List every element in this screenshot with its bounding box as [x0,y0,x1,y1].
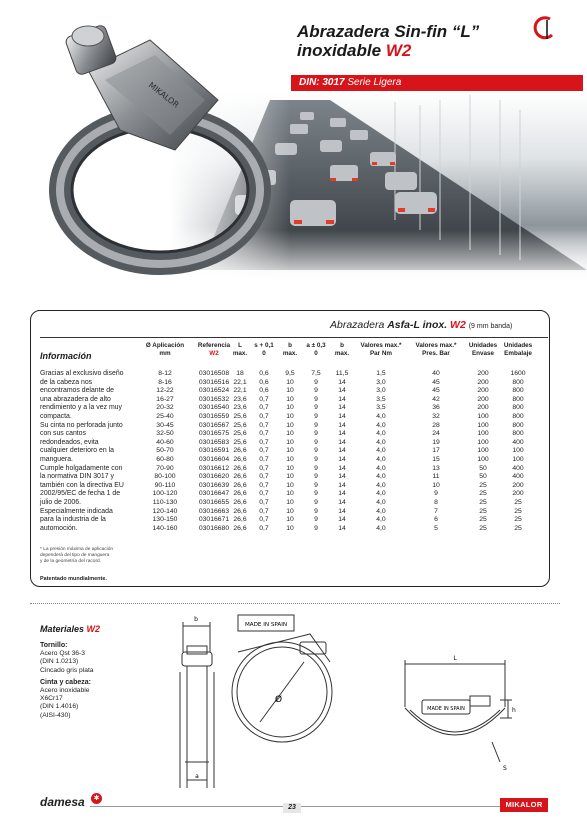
table-cell: 42 [432,395,440,403]
svg-text:MIKALOR: MIKALOR [146,80,181,110]
technical-drawings [160,612,560,794]
table-cell: 03016591 [198,447,230,455]
table-cell: 26,6 [233,507,247,515]
info-text-line: automoción. [40,524,78,532]
table-cell: 10 [286,507,294,515]
table-cell: 9 [314,524,318,532]
patent-note: Patentado mundialmente. [40,576,107,582]
table-cell: 03016612 [198,464,230,472]
brand-mark-icon [533,15,555,41]
table-cell: 11 [432,473,440,481]
info-text-line: Cumple holgadamente con [40,464,123,472]
table-cell: 9,5 [285,370,295,377]
table-cell: 60-80 [156,455,174,463]
table-cell: 9 [314,481,318,489]
table-cell: 14 [338,507,346,515]
table-cell: 9 [314,438,318,446]
page-number: 23 [283,803,301,813]
table-cell: 9 [314,447,318,455]
table-cell: 100 [477,421,489,429]
table-cell: 200 [477,404,489,412]
table-cell: 4,0 [376,412,386,420]
info-text-line: cualquier deterioro en la [40,447,114,455]
table-cell: 26,6 [233,498,247,506]
table-cell: 26,6 [233,473,247,481]
table-cell: 10 [286,524,294,532]
table-cell: 100 [512,455,524,463]
table-cell: 8-12 [158,370,172,377]
table-cell: 0,7 [259,490,269,498]
table-cell: 25,6 [233,430,247,438]
table-cell: 14 [338,481,346,489]
table-cell: 03016647 [198,490,230,498]
table-cell: 50-70 [156,447,174,455]
table-cell: 3,5 [376,404,386,412]
table-cell: 4,0 [376,490,386,498]
table-cell: 14 [338,430,346,438]
table-column [252,370,276,533]
table-cell: 0,7 [259,498,269,506]
table-cell: 6 [434,516,438,524]
table-cell: 03016655 [198,498,230,506]
din-banner: DIN: 3017 Serie Ligera [291,75,583,91]
table-cell: 9 [314,404,318,412]
table-cell: 10 [286,473,294,481]
table-cell: 9 [314,378,318,386]
table-cell: 4,0 [376,464,386,472]
info-text-line: con sus cantos [40,430,86,438]
table-cell: 200 [477,387,489,395]
footnote-line: dependerá del tipo de manguera [40,552,110,558]
table-cell: 4,0 [376,498,386,506]
table-cell: 10 [286,378,294,386]
table-cell: 4,0 [376,455,386,463]
table-cell: 25 [514,498,522,506]
table-cell: 0,7 [259,516,269,524]
table-cell: 0,7 [259,473,269,481]
screw-heading: Tornillo: [40,642,68,649]
table-cell: 0,7 [259,438,269,446]
table-cell: 25 [514,507,522,515]
band-heading: Cinta y cabeza: [40,678,91,686]
title-line-2: inoxidable W2 [297,41,412,60]
table-cell: 03016639 [198,481,230,489]
table-cell: 4,0 [376,421,386,429]
table-cell: 10 [286,438,294,446]
table-cell: 400 [512,464,524,472]
table-cell: 14 [338,421,346,429]
footer-brand: damesa [40,795,85,809]
table-cell: 03016620 [198,473,230,481]
screw-line: (DIN 1.0213) [40,658,79,666]
table-cell: 9 [434,490,438,498]
section-separator [30,603,560,604]
table-cell: 23,6 [233,404,247,412]
table-cell: 10 [286,404,294,412]
table-cell: 3,5 [376,395,386,403]
table-cell: 26,6 [233,516,247,524]
info-text-line: redondeados, evita [40,438,99,446]
table-cell: 32-50 [156,430,174,438]
table-cell: 140-160 [152,524,178,532]
table-cell: 40-60 [156,438,174,446]
table-cell: 15 [432,455,440,463]
clamp-photo [60,24,260,264]
table-cell: 9 [314,455,318,463]
info-text-line: Su cinta no perforada junto [40,421,123,429]
table-header-cell: Unidades Envase [468,342,498,357]
info-text-line: Especialmente indicada [40,507,113,515]
table-cell: 100 [512,447,524,455]
table-cell: 10 [286,412,294,420]
table-cell: 12-22 [156,387,174,395]
table-cell: 25,6 [233,421,247,429]
table-cell: 1600 [510,370,526,377]
table-cell: 03016559 [198,412,230,420]
table-cell: 03016604 [198,455,230,463]
table-cell: 45 [432,378,440,386]
table-cell: 14 [338,447,346,455]
table-cell: 36 [432,404,440,412]
table-cell: 03016671 [198,516,230,524]
table-cell: 25 [479,498,487,506]
title-code: W2 [385,41,412,60]
info-text-line: 2002/95/EC de fecha 1 de [40,490,121,498]
table-cell: 26,6 [233,481,247,489]
label-diameter: Ø [275,695,283,705]
table-cell: 0,6 [259,387,269,395]
table-cell: 4,0 [376,430,386,438]
table-cell: 4,0 [376,447,386,455]
table-cell: 11,5 [335,370,349,377]
info-text-line: la normativa DIN 3017 y [40,473,114,481]
table-header-cell: L max. [232,342,248,357]
table-cell: 100 [477,412,489,420]
table-cell: 8-16 [158,378,172,386]
table-header-cell: Referencia W2 [197,342,231,357]
info-text-line: Gracias al exclusivo diseño [40,370,124,377]
title-line-1: Abrazadera Sin-fin “L” [297,22,480,41]
info-text-line: julio de 2006. [40,498,81,506]
table-cell: 50 [479,464,487,472]
label-s: S [503,765,507,772]
table-cell: 32 [432,412,440,420]
table-cell: 100 [477,430,489,438]
table-cell: 25 [479,481,487,489]
band-line: (DIN 1.4016) [40,703,79,711]
info-text [40,370,144,533]
table-cell: 20-32 [156,404,174,412]
table-cell: 26,6 [233,455,247,463]
table-cell: 14 [338,490,346,498]
label-h: h [512,707,516,714]
table-cell: 40 [432,370,440,377]
table-cell: 3,0 [376,378,386,386]
table-cell: 70-90 [156,464,174,472]
table-cell: 0,6 [259,370,269,377]
table-cell: 17 [432,447,440,455]
band-line: X6Cr17 [40,695,63,703]
table-cell: 10 [286,395,294,403]
table-cell: 0,7 [259,395,269,403]
table-cell: 9 [314,490,318,498]
table-cell: 03016516 [198,378,230,386]
table-cell: 10 [286,498,294,506]
table-cell: 0,7 [259,447,269,455]
table-cell: 100-120 [152,490,178,498]
table-cell: 25-40 [156,412,174,420]
materials-heading: Materiales W2 [40,624,101,634]
table-cell: 9 [314,498,318,506]
table-cell: 10 [432,481,440,489]
table-cell: 25 [479,516,487,524]
info-text-line: de la cabeza nos [40,378,93,386]
footnote-line: y de la geometría del racord. [40,558,102,564]
table-cell: 0,7 [259,481,269,489]
table-cell: 45 [432,387,440,395]
table-cell: 14 [338,473,346,481]
table-column [143,370,187,533]
table-cell: 200 [477,378,489,386]
table-cell: 0,7 [259,524,269,532]
info-text-line: compacta. [40,412,72,420]
table-cell: 03016508 [198,370,230,377]
table-cell: 200 [477,395,489,403]
table-cell: 25 [479,507,487,515]
panel-divider [40,337,548,338]
table-cell: 4,0 [376,438,386,446]
table-cell: 03016663 [198,507,230,515]
table-cell: 25 [479,490,487,498]
table-cell: 22,1 [233,387,247,395]
table-cell: 800 [512,378,524,386]
info-heading: Información [40,351,92,361]
table-cell: 800 [512,412,524,420]
table-column [331,370,353,533]
table-cell: 19 [432,438,440,446]
table-column [409,370,463,533]
table-cell: 13 [432,464,440,472]
info-text-line: para la industria de la [40,516,106,524]
table-cell: 14 [338,438,346,446]
mikalor-logo: MIKALOR [500,798,548,812]
stamp-text-2: MADE IN SPAIN [427,706,465,712]
table-cell: 100 [477,455,489,463]
table-cell: 18 [236,370,244,377]
table-cell: 4,0 [376,481,386,489]
table-column [229,370,251,533]
table-column [304,370,328,533]
table-cell: 25 [514,516,522,524]
table-cell: 9 [314,464,318,472]
table-cell: 4,0 [376,473,386,481]
table-cell: 4,0 [376,507,386,515]
table-cell: 9 [314,421,318,429]
table-cell: 400 [512,473,524,481]
table-cell: 9 [314,516,318,524]
table-cell: 1,5 [376,370,386,377]
table-cell: 14 [338,387,346,395]
table-column [465,370,501,533]
table-header-cell: b max. [334,342,350,357]
table-cell: 9 [314,395,318,403]
brand-dot-icon: ✱ [91,793,102,804]
table-header-cell: s + 0,1 0 [254,342,274,357]
table-cell: 14 [338,412,346,420]
footnote-line: * La presión máxima de aplicación [40,547,114,552]
table-cell: 800 [512,395,524,403]
table-header-cell: a ± 0,3 0 [306,342,326,357]
table-cell: 7 [434,507,438,515]
table-cell: 26,6 [233,464,247,472]
info-text-line: encontramos delante de [40,387,114,395]
table-cell: 03016540 [198,404,230,412]
table-cell: 200 [477,370,489,377]
panel-title: Abrazadera Asfa-L inox. W2 (9 mm banda) [330,319,513,331]
table-cell: 0,7 [259,455,269,463]
table-cell: 03016567 [198,421,230,429]
table-cell: 26,6 [233,490,247,498]
table-cell: 25 [479,524,487,532]
table-cell: 9 [314,473,318,481]
table-cell: 8 [434,498,438,506]
table-header-cell: Unidades Embalaje [503,342,533,357]
table-cell: 25,6 [233,438,247,446]
table-cell: 10 [286,481,294,489]
table-cell: 10 [286,455,294,463]
table-cell: 100 [477,438,489,446]
table-cell: 16-27 [156,395,174,403]
table-cell: 25,6 [233,412,247,420]
table-cell: 14 [338,524,346,532]
table-cell: 23,6 [233,395,247,403]
table-cell: 200 [512,490,524,498]
table-cell: 3,0 [376,387,386,395]
table-cell: 22,1 [233,378,247,386]
table-cell: 10 [286,421,294,429]
table-cell: 5 [434,524,438,532]
band-line: (AISI-430) [40,711,71,719]
table-cell: 14 [338,395,346,403]
table-cell: 14 [338,516,346,524]
table-cell: 120-140 [152,507,178,515]
table-cell: 7,5 [311,370,321,377]
info-text-line: también con la directiva EU [40,481,124,489]
table-cell: 26,6 [233,447,247,455]
table-cell: 50 [479,473,487,481]
info-text-line: manguera. [40,455,73,463]
stamp-text: MADE IN SPAIN [244,622,288,628]
table-cell: 200 [512,481,524,489]
table-cell: 14 [338,378,346,386]
screw-line: Acero Qst 36-3 [40,650,85,658]
table-header-cell: b max. [282,342,298,357]
info-footnote [40,547,144,564]
table-header-cell: Ø Aplicación mm [145,342,185,357]
table-cell: 800 [512,404,524,412]
label-b: b [194,616,198,623]
table-cell: 0,7 [259,464,269,472]
table-cell: 10 [286,447,294,455]
label-a: a [195,773,199,780]
table-cell: 03016575 [198,430,230,438]
table-cell: 10 [286,387,294,395]
table-cell: 10 [286,464,294,472]
table-cell: 0,7 [259,430,269,438]
table-cell: 14 [338,498,346,506]
materials-text [40,642,150,720]
table-cell: 0,7 [259,507,269,515]
table-column [356,370,406,533]
table-header-cell: Valores max.* Par Nm [360,342,402,357]
table-cell: 24 [432,430,440,438]
label-L: L [453,655,457,662]
table-cell: 14 [338,455,346,463]
table-header-cell: Valores max.* Pres. Bar [415,342,457,357]
table-cell: 10 [286,516,294,524]
table-cell: 14 [338,464,346,472]
table-cell: 110-130 [152,498,178,506]
table-cell: 28 [432,421,440,429]
table-cell: 26,6 [233,524,247,532]
table-cell: 14 [338,404,346,412]
table-cell: 10 [286,490,294,498]
table-cell: 0,6 [259,378,269,386]
info-text-line: rendimiento y a la vez muy [40,404,122,412]
table-cell: 03016583 [198,438,230,446]
table-column [279,370,301,533]
table-cell: 0,7 [259,421,269,429]
table-cell: 800 [512,430,524,438]
table-cell: 03016680 [198,524,230,532]
table-cell: 03016532 [198,395,230,403]
table-cell: 100 [477,447,489,455]
table-cell: 800 [512,421,524,429]
screw-lines [40,650,150,675]
table-cell: 9 [314,430,318,438]
table-cell: 30-45 [156,421,174,429]
table-cell: 0,7 [259,404,269,412]
table-cell: 9 [314,387,318,395]
band-lines [40,687,150,720]
screw-line: Cincado gris plata [40,666,94,674]
table-cell: 4,0 [376,516,386,524]
table-cell: 90-110 [154,481,176,489]
table-cell: 800 [512,387,524,395]
table-cell: 10 [286,430,294,438]
table-cell: 0,7 [259,412,269,420]
table-cell: 03016524 [198,387,230,395]
info-text-line: una abrazadera de alto [40,395,111,403]
table-cell: 25 [514,524,522,532]
table-cell: 4,0 [376,524,386,532]
table-cell: 80-100 [154,473,176,481]
table-cell: 400 [512,438,524,446]
table-cell: 9 [314,412,318,420]
band-line: Acero inoxidable [40,687,90,695]
table-cell: 9 [314,507,318,515]
table-cell: 130-150 [152,516,178,524]
table-column [501,370,535,533]
